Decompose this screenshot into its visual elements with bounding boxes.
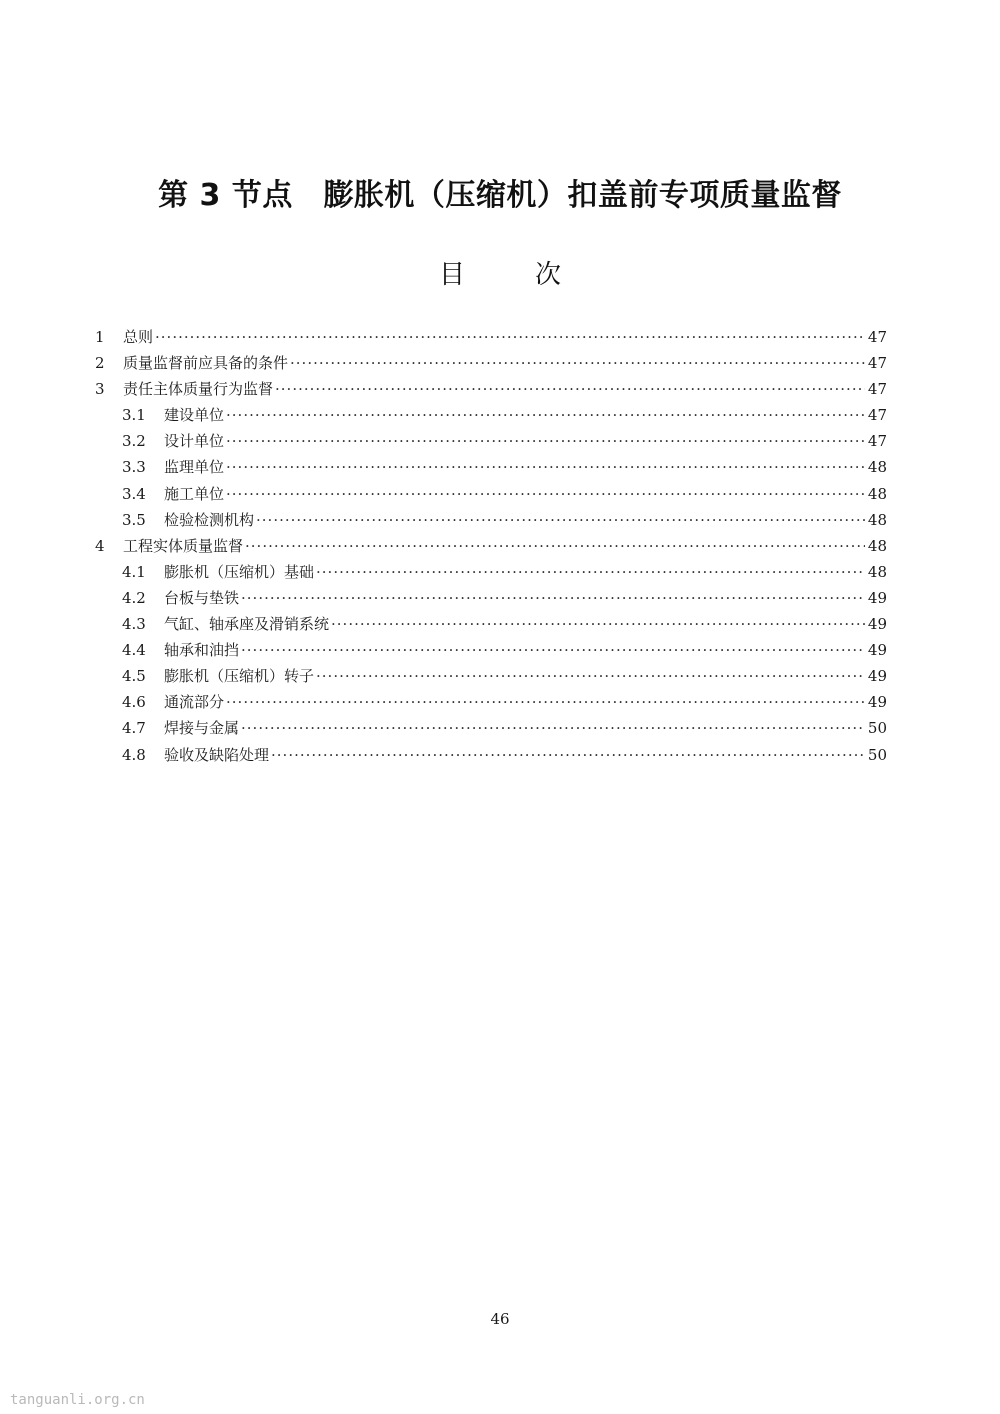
page-title: 第 3 节点 膨胀机（压缩机）扣盖前专项质量监督 — [158, 178, 842, 213]
toc-entry-label: 工程实体质量监督 — [123, 536, 244, 555]
toc-entry-number: 4.2 — [122, 588, 146, 607]
toc-entry-label: 监理单位 — [164, 458, 225, 477]
toc-entry-label: 建设单位 — [164, 406, 225, 425]
toc-entry[interactable] — [95, 637, 887, 663]
toc-entry-label: 总则 — [123, 328, 154, 346]
toc-entry-label: 台板与垫铁 — [164, 588, 240, 607]
toc-dot-leader — [331, 611, 865, 637]
toc-entry-page: 47 — [867, 328, 887, 346]
toc-heading: 目次 — [438, 260, 631, 290]
toc-entry[interactable] — [95, 481, 887, 507]
toc-entry-page: 48 — [867, 510, 887, 529]
toc-entry-number: 3.5 — [122, 510, 146, 529]
toc-dot-leader — [226, 481, 865, 507]
toc-entry-label: 质量监督前应具备的条件 — [123, 354, 289, 373]
toc-entry-number: 4.3 — [122, 615, 146, 634]
toc-entry-number: 4.6 — [122, 693, 146, 712]
toc-entry-number: 4.7 — [122, 719, 146, 738]
table-of-contents — [95, 324, 887, 768]
toc-dot-leader — [275, 376, 865, 402]
toc-entry-label: 责任主体质量行为监督 — [123, 380, 274, 399]
toc-entry-number: 3.1 — [122, 406, 146, 425]
toc-entry-page: 47 — [867, 406, 887, 425]
page-number: 46 — [490, 1310, 510, 1328]
toc-entry-label: 设计单位 — [164, 432, 225, 451]
toc-entry-label: 施工单位 — [164, 484, 225, 503]
toc-dot-leader — [256, 507, 865, 533]
toc-entry[interactable] — [95, 350, 887, 376]
toc-entry-page: 48 — [867, 536, 887, 555]
toc-entry-label: 焊接与金属 — [164, 719, 240, 738]
toc-entry-label: 通流部分 — [164, 693, 225, 712]
toc-entry[interactable] — [95, 507, 887, 533]
toc-entry-page: 49 — [867, 588, 887, 607]
toc-entry[interactable] — [95, 428, 887, 454]
toc-entry[interactable] — [95, 611, 887, 637]
toc-entry-page: 49 — [867, 693, 887, 712]
toc-entry[interactable] — [95, 689, 887, 715]
toc-entry-page: 49 — [867, 615, 887, 634]
toc-entry-page: 48 — [867, 484, 887, 503]
toc-entry-number: 1 — [95, 328, 105, 346]
toc-entry-label: 膨胀机（压缩机）基础 — [164, 562, 315, 581]
toc-entry-label: 检验检测机构 — [164, 510, 255, 529]
toc-entry-number: 4.5 — [122, 667, 146, 686]
toc-entry[interactable] — [95, 559, 887, 585]
toc-dot-leader — [155, 324, 865, 350]
watermark: tanguanli.org.cn — [10, 1392, 145, 1408]
toc-dot-leader — [226, 428, 865, 454]
toc-entry-label: 轴承和油挡 — [164, 641, 240, 660]
toc-entry-page: 49 — [867, 641, 887, 660]
toc-entry[interactable] — [95, 402, 887, 428]
toc-dot-leader — [241, 585, 865, 611]
toc-entry[interactable] — [95, 715, 887, 741]
toc-entry[interactable] — [95, 376, 887, 402]
toc-entry-page: 48 — [867, 458, 887, 477]
toc-entry[interactable] — [95, 533, 887, 559]
toc-entry-number: 3.2 — [122, 432, 146, 451]
toc-entry[interactable] — [95, 742, 887, 768]
toc-dot-leader — [226, 454, 865, 480]
toc-entry-page: 47 — [867, 380, 887, 399]
toc-dot-leader — [226, 689, 865, 715]
toc-entry-label: 膨胀机（压缩机）转子 — [164, 667, 315, 686]
toc-entry-page: 49 — [867, 667, 887, 686]
toc-dot-leader — [241, 637, 865, 663]
toc-entry[interactable] — [95, 324, 887, 350]
toc-entry[interactable] — [95, 454, 887, 480]
toc-entry-number: 4.4 — [122, 641, 146, 660]
toc-entry-number: 2 — [95, 354, 105, 373]
toc-dot-leader — [226, 402, 865, 428]
toc-entry-label: 验收及缺陷处理 — [164, 745, 270, 764]
toc-dot-leader — [271, 742, 865, 768]
toc-dot-leader — [245, 533, 865, 559]
toc-dot-leader — [241, 715, 865, 741]
toc-entry-number: 4 — [95, 536, 105, 555]
toc-dot-leader — [290, 350, 865, 376]
toc-entry[interactable] — [95, 663, 887, 689]
toc-entry-number: 4.1 — [122, 562, 146, 581]
toc-entry-page: 48 — [867, 562, 887, 581]
toc-entry-number: 3 — [95, 380, 105, 399]
toc-dot-leader — [316, 559, 865, 585]
toc-dot-leader — [316, 663, 865, 689]
toc-entry[interactable] — [95, 585, 887, 611]
toc-entry-page: 47 — [867, 354, 887, 373]
toc-entry-page: 47 — [867, 432, 887, 451]
toc-entry-number: 4.8 — [122, 745, 146, 764]
toc-entry-number: 3.3 — [122, 458, 146, 477]
toc-entry-label: 气缸、轴承座及滑销系统 — [164, 615, 330, 634]
toc-entry-page: 50 — [867, 719, 887, 738]
toc-entry-number: 3.4 — [122, 484, 146, 503]
toc-entry-page: 50 — [867, 745, 887, 764]
